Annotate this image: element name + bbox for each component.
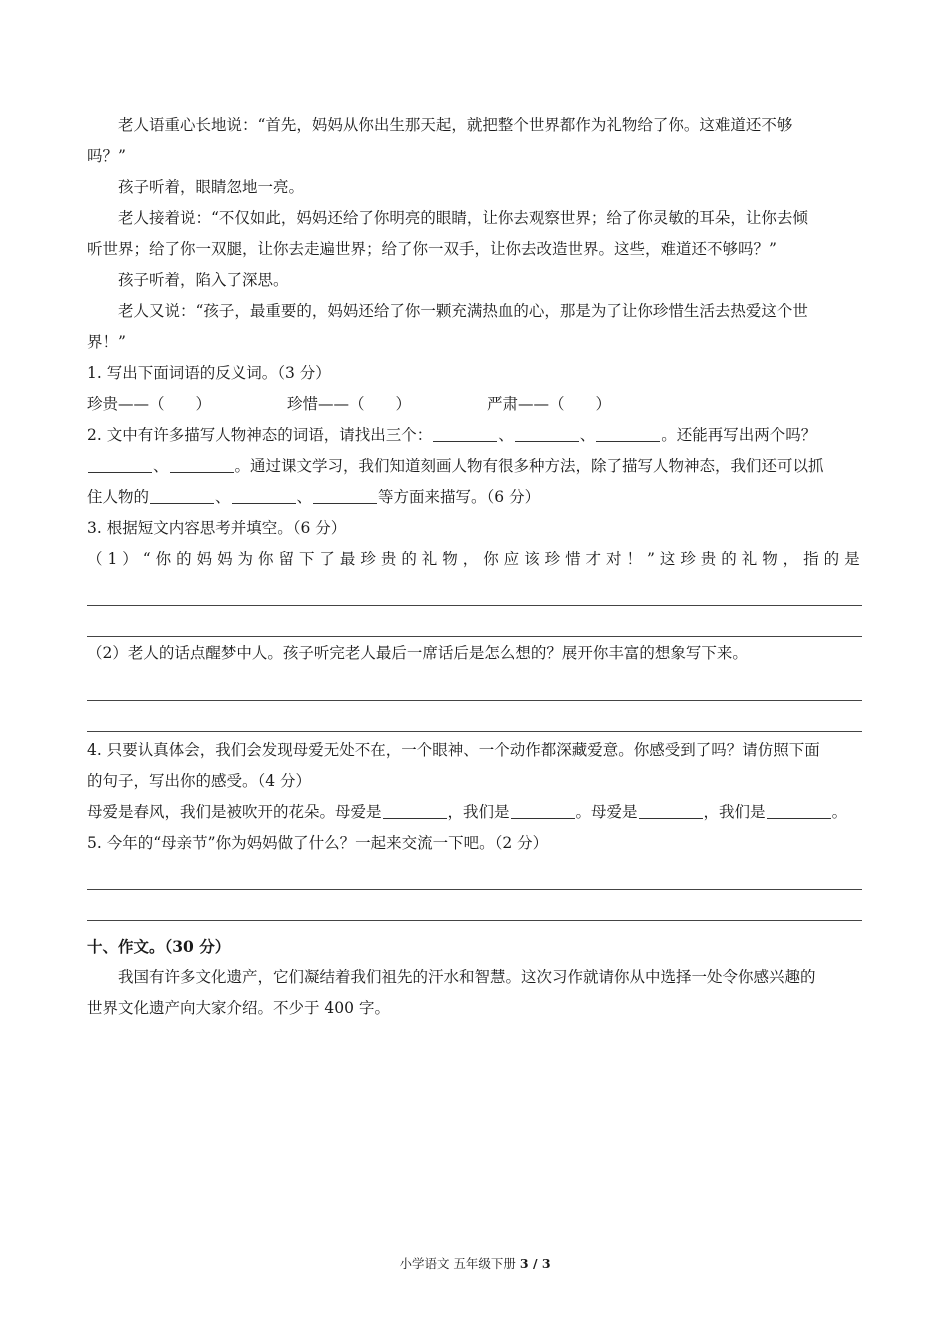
passage-paragraph: 老人接着说：“不仅如此，妈妈还给了你明亮的眼睛，让你去观察世界；给了你灵敏的耳朵，让你去倾 [118, 209, 808, 227]
passage-paragraph-cont: 吗？” [87, 147, 126, 165]
answer-blank[interactable] [170, 471, 234, 473]
page-number: 3 / 3 [519, 1256, 551, 1271]
answer-blank[interactable] [88, 471, 152, 473]
answer-blank[interactable] [383, 817, 447, 819]
answer-line[interactable] [87, 670, 862, 701]
question-1-title: 1. 写出下面词语的反义词。（3 分） [87, 364, 331, 382]
question-4-title-cont: 的句子，写出你的感受。（4 分） [87, 772, 312, 790]
answer-blank[interactable] [511, 817, 575, 819]
passage-paragraph: 老人又说：“孩子，最重要的，妈妈还给了你一颗充满热血的心，那是为了让你珍惜生活去热爱这个世 [118, 302, 808, 320]
passage-paragraph: 孩子听着，眼睛忽地一亮。 [118, 178, 305, 196]
answer-line[interactable] [87, 575, 862, 606]
question-4-title: 4. 只要认真体会，我们会发现母爱无处不在，一个眼神、一个动作都深藏爱意。你感受到了吗？请仿照下面 [87, 741, 820, 759]
passage-paragraph-cont: 界！” [87, 333, 126, 351]
answer-blank[interactable] [596, 440, 660, 442]
question-5-title: 5. 今年的“母亲节”你为妈妈做了什么？一起来交流一下吧。（2 分） [87, 834, 549, 852]
passage-paragraph-cont: 听世界；给了你一双腿，让你去走遍世界；给了你一双手，让你去改造世界。这些，难道还不够吗？” [87, 240, 777, 258]
question-2-line-1: 2. 文中有许多描写人物神态的词语，请找出三个： 、 、 。还能再写出两个吗？ [87, 426, 817, 444]
passage-paragraph: 老人语重心长地说：“首先，妈妈从你出生那天起，就把整个世界都作为礼物给了你。这难道还不够 [118, 116, 793, 134]
antonym-item[interactable]: 珍贵——（ ） [87, 395, 212, 413]
exam-page [87, 110, 862, 1024]
answer-line[interactable] [87, 890, 862, 921]
question-2-line-2: 、 。通过课文学习，我们知道刻画人物有很多种方法，除了描写人物神态，我们还可以抓 [87, 451, 862, 482]
answer-blank[interactable] [515, 440, 579, 442]
answer-blank[interactable] [639, 817, 703, 819]
question-2-line-3: 住人物的 、 、 等方面来描写。（6 分） [87, 488, 541, 506]
essay-heading: 十、作文。（30 分） [87, 937, 231, 956]
antonym-item[interactable]: 珍惜——（ ） [287, 395, 412, 413]
essay-prompt: 我国有许多文化遗产，它们凝结着我们祖先的汗水和智慧。这次习作就请你从中选择一处令你感兴趣的 [118, 968, 816, 986]
answer-line[interactable] [87, 606, 862, 637]
answer-line[interactable] [87, 859, 862, 890]
answer-blank[interactable] [767, 817, 831, 819]
question-1-items [87, 389, 862, 420]
answer-blank[interactable] [150, 502, 214, 504]
question-3-title: 3. 根据短文内容思考并填空。（6 分） [87, 519, 347, 537]
page-footer [0, 1254, 950, 1272]
question-4-sentence: 母爱是春风，我们是被吹开的花朵。母爱是 ，我们是 。母爱是 ，我们是 。 [87, 803, 848, 821]
answer-blank[interactable] [433, 440, 497, 442]
answer-blank[interactable] [232, 502, 296, 504]
question-3-sub-2: （2）老人的话点醒梦中人。孩子听完老人最后一席话后是怎么想的？展开你丰富的想象写下来。 [87, 644, 748, 662]
essay-prompt-cont: 世界文化遗产向大家介绍。不少于 400 字。 [87, 999, 390, 1017]
question-3-sub-1: （1）“你的妈妈为你留下了最珍贵的礼物，你应该珍惜才对！”这珍贵的礼物，指的是 [87, 550, 862, 568]
passage-paragraph: 孩子听着，陷入了深思。 [118, 271, 289, 289]
footer-label: 小学语文 五年级下册 [399, 1256, 520, 1271]
answer-line[interactable] [87, 701, 862, 732]
antonym-item[interactable]: 严肃——（ ） [487, 395, 612, 413]
answer-blank[interactable] [313, 502, 377, 504]
